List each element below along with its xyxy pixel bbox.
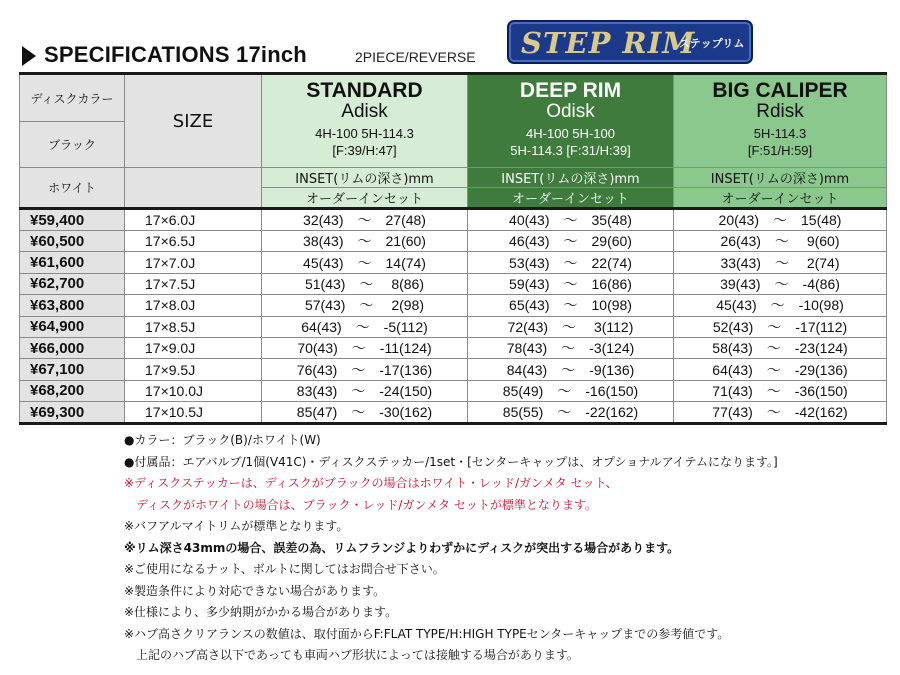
price-cell: ¥69,300 [20,402,125,424]
note-line: ※リム深さ43mmの場合、誤差の為、リムフランジよりわずかにディスクが突出する場合があります。 [124,540,680,555]
inset-big-caliper-cell: 45(43) ～ -10(98) [674,295,887,316]
inset-label-standard: INSET(リムの深さ)mm [262,168,468,188]
title-row [22,40,882,70]
size-cell: 17×9.0J [125,337,262,358]
note-line: ※仕様により、多少納期がかかる場合があります。 [124,605,398,619]
order-label-deep-rim: オーダーインセット [468,188,674,209]
group-hub-clearance: [F:51/H:59] [747,143,813,158]
group-deep-rim-header [468,74,674,168]
inset-big-caliper-cell: 58(43) ～ -23(124) [674,337,887,358]
table-row [20,295,887,316]
size-cell: 17×7.0J [125,252,262,273]
price-cell: ¥64,900 [20,316,125,337]
inset-standard-cell: 83(43) ～ -24(150) [262,380,468,401]
size-cell: 17×8.0J [125,295,262,316]
triangle-arrow-icon [22,46,36,66]
size-header: SIZE [125,74,262,168]
inset-deep-rim-cell: 84(43) ～ -9(136) [468,359,674,380]
group-name: STANDARD [306,79,423,102]
inset-deep-rim-cell: 78(43) ～ -3(124) [468,337,674,358]
disk-color-label: ディスクカラー [20,74,125,122]
size-cell: 17×7.5J [125,273,262,294]
inset-deep-rim-cell: 72(43) ～ 3(112) [468,316,674,337]
group-name: BIG CALIPER [712,79,848,102]
price-cell: ¥68,200 [20,380,125,401]
table-row [20,209,887,231]
white-color-label: ホワイト [20,168,125,209]
inset-big-caliper-cell: 33(43) ～ 2(74) [674,252,887,273]
group-pcd: 5H-114.3 [753,126,807,141]
notes-section [124,430,884,667]
inset-big-caliper-cell: 26(43) ～ 9(60) [674,231,887,252]
inset-deep-rim-cell: 46(43) ～ 29(60) [468,231,674,252]
group-big-caliper-header [674,74,887,168]
group-disk: Odisk [546,101,595,122]
table-row [20,273,887,294]
table-row [20,231,887,252]
inset-deep-rim-cell: 53(43) ～ 22(74) [468,252,674,273]
note-line: ※ディスクステッカーは、ディスクがブラックの場合はホワイト・レッド/ガンメタ セット、 [124,476,618,490]
table-row [20,380,887,401]
group-name: DEEP RIM [519,79,622,102]
note-line: ※ハブ高さクリアランスの数値は、取付面からF:FLAT TYPE/H:HIGH TYPEセンターキャップまでの参考値です。 [124,626,730,641]
inset-standard-cell: 70(43) ～ -11(124) [262,337,468,358]
size-cell: 17×6.5J [125,231,262,252]
inset-deep-rim-cell: 40(43) ～ 35(48) [468,209,674,231]
logo-sub-text: ステップリム [679,37,745,50]
group-pcd: 4H-100 5H-100 [526,126,615,141]
note-line: ●付属品：エアバルブ/1個(V41C)・ディスクステッカー/1set・[センターキャップは、オプショナルアイテムになります。] [124,454,778,469]
order-label-standard: オーダーインセット [262,188,468,209]
table-row [20,337,887,358]
note-line: ※ご使用になるナット、ボルトに関してはお問合せ下さい。 [124,562,445,576]
group-standard-header [262,74,468,168]
inset-label-big-caliper: INSET(リムの深さ)mm [674,168,887,188]
black-color-label: ブラック [20,122,125,168]
page-subtitle: 2PIECE/REVERSE [355,49,476,65]
group-disk: Rdisk [756,101,804,122]
table-row [20,252,887,273]
note-line: ディスクがホワイトの場合は、ブラック・レッド/ガンメタ セットが標準となります。 [136,497,597,512]
group-disk: Adisk [341,101,388,122]
inset-big-caliper-cell: 20(43) ～ 15(48) [674,209,887,231]
inset-standard-cell: 57(43) ～ 2(98) [262,295,468,316]
group-pcd: 4H-100 5H-114.3 [315,126,414,141]
note-line: ※バフアルマイトリムが標準となります。 [124,519,349,533]
inset-standard-cell: 32(43) ～ 27(48) [262,209,468,231]
table-row [20,402,887,424]
price-cell: ¥67,100 [20,359,125,380]
inset-big-caliper-cell: 64(43) ～ -29(136) [674,359,887,380]
inset-big-caliper-cell: 71(43) ～ -36(150) [674,380,887,401]
inset-big-caliper-cell: 77(43) ～ -42(162) [674,402,887,424]
price-cell: ¥66,000 [20,337,125,358]
size-cell: 17×6.0J [125,209,262,231]
inset-standard-cell: 64(43) ～ -5(112) [262,316,468,337]
step-rim-logo [507,20,753,64]
inset-standard-cell: 45(43) ～ 14(74) [262,252,468,273]
table-row [20,316,887,337]
price-cell: ¥59,400 [20,209,125,231]
price-cell: ¥62,700 [20,273,125,294]
page-title: SPECIFICATIONS 17inch [44,42,307,67]
size-cell: 17×9.5J [125,359,262,380]
inset-deep-rim-cell: 85(55) ～ -22(162) [468,402,674,424]
group-hub-clearance: 5H-114.3 [F:31/H:39] [510,143,631,158]
size-cell: 17×8.5J [125,316,262,337]
note-line: ●カラー：ブラック(B)/ホワイト(W) [124,433,321,447]
order-label-big-caliper: オーダーインセット [674,188,887,209]
inset-big-caliper-cell: 39(43) ～ -4(86) [674,273,887,294]
inset-deep-rim-cell: 65(43) ～ 10(98) [468,295,674,316]
inset-standard-cell: 38(43) ～ 21(60) [262,231,468,252]
inset-big-caliper-cell: 52(43) ～ -17(112) [674,316,887,337]
size-header-spacer [125,168,262,209]
inset-label-deep-rim: INSET(リムの深さ)mm [468,168,674,188]
inset-standard-cell: 76(43) ～ -17(136) [262,359,468,380]
inset-deep-rim-cell: 85(49) ～ -16(150) [468,380,674,401]
size-cell: 17×10.0J [125,380,262,401]
logo-main-text: STEP RIM [521,26,696,60]
note-line: ※製造条件により対応できない場合があります。 [124,583,386,598]
inset-standard-cell: 51(43) ～ 8(86) [262,273,468,294]
size-cell: 17×10.5J [125,402,262,424]
note-line: 上記のハブ高さ以下であっても車両ハブ形状によっては接触する場合があります。 [136,648,579,662]
spec-table [19,72,887,425]
inset-deep-rim-cell: 59(43) ～ 16(86) [468,273,674,294]
group-hub-clearance: [F:39/H:47] [332,143,397,158]
inset-standard-cell: 85(47) ～ -30(162) [262,402,468,424]
price-cell: ¥63,800 [20,295,125,316]
price-cell: ¥61,600 [20,252,125,273]
price-cell: ¥60,500 [20,231,125,252]
table-row [20,359,887,380]
